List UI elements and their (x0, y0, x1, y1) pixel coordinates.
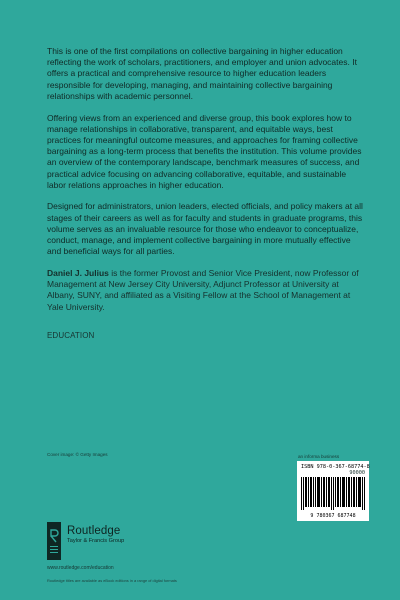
barcode-icon (301, 477, 365, 510)
routledge-logo-icon (47, 522, 61, 560)
cover-image-credit: Cover image: © Getty Images (47, 452, 108, 457)
price-code: 90000 (349, 470, 365, 476)
isbn-text: ISBN 978-0-367-68774-8 (301, 464, 370, 470)
publisher-group: Taylor & Francis Group (67, 538, 125, 544)
informa-tagline: an informa business (298, 454, 340, 459)
ebook-footnote: Routledge titles are available as eBook editions in a range of digital formats (47, 578, 177, 583)
author-bio-text: is the former Provost and Senior Vice President, now Professor of Management at New Jersey City University, Adjunct Professor at University at Albany, SUNY, and affiliated as a Visiting Fellow at the School of Management at Yale University. (47, 267, 359, 312)
publisher-url: www.routledge.com/education (47, 565, 114, 571)
publisher-text (67, 522, 124, 562)
ean-digits: 9 780367 687748 (310, 513, 356, 519)
description-block (47, 46, 367, 340)
description-paragraph-3: Designed for administrators, union leaders, elected officials, and policy makers at all stages of their careers as well as for faculty and students in graduate programs, this volume serves as an invaluable resource for those who endeavor to conceptualize, conduct, manage, and implement collective bargaining in more mutually effective and beneficial ways for all parties. (47, 201, 363, 257)
description-paragraph-2: Offering views from an experienced and diverse group, this book explores how to manage relationships in collaborative, transparent, and equitable ways, best practices for meaningful outcome measures, and approaches for framing collective bargaining as a long-term process that benefits the institution. This volume provides an overview of the contemporary landscape, benchmark measures of success, and practical advice focusing on advancing collaborative, equitable, and sustainable labor relations approaches in higher education. (47, 112, 362, 190)
author-name: Daniel J. Julius (47, 267, 109, 278)
barcode-panel (297, 461, 369, 521)
description-paragraph-1: This is one of the first compilations on collective bargaining in higher education reflecting the work of scholars, practitioners, and employer and union advocates. It offers a practical and comprehensive resource to higher education leaders responsible for developing, managing, and maintaining collective bargaining relationships with academic personnel. (47, 46, 357, 101)
subject-category: EDUCATION (47, 330, 95, 340)
publisher-block (47, 522, 124, 562)
author-bio (47, 268, 367, 313)
publisher-name: Routledge (67, 525, 121, 537)
